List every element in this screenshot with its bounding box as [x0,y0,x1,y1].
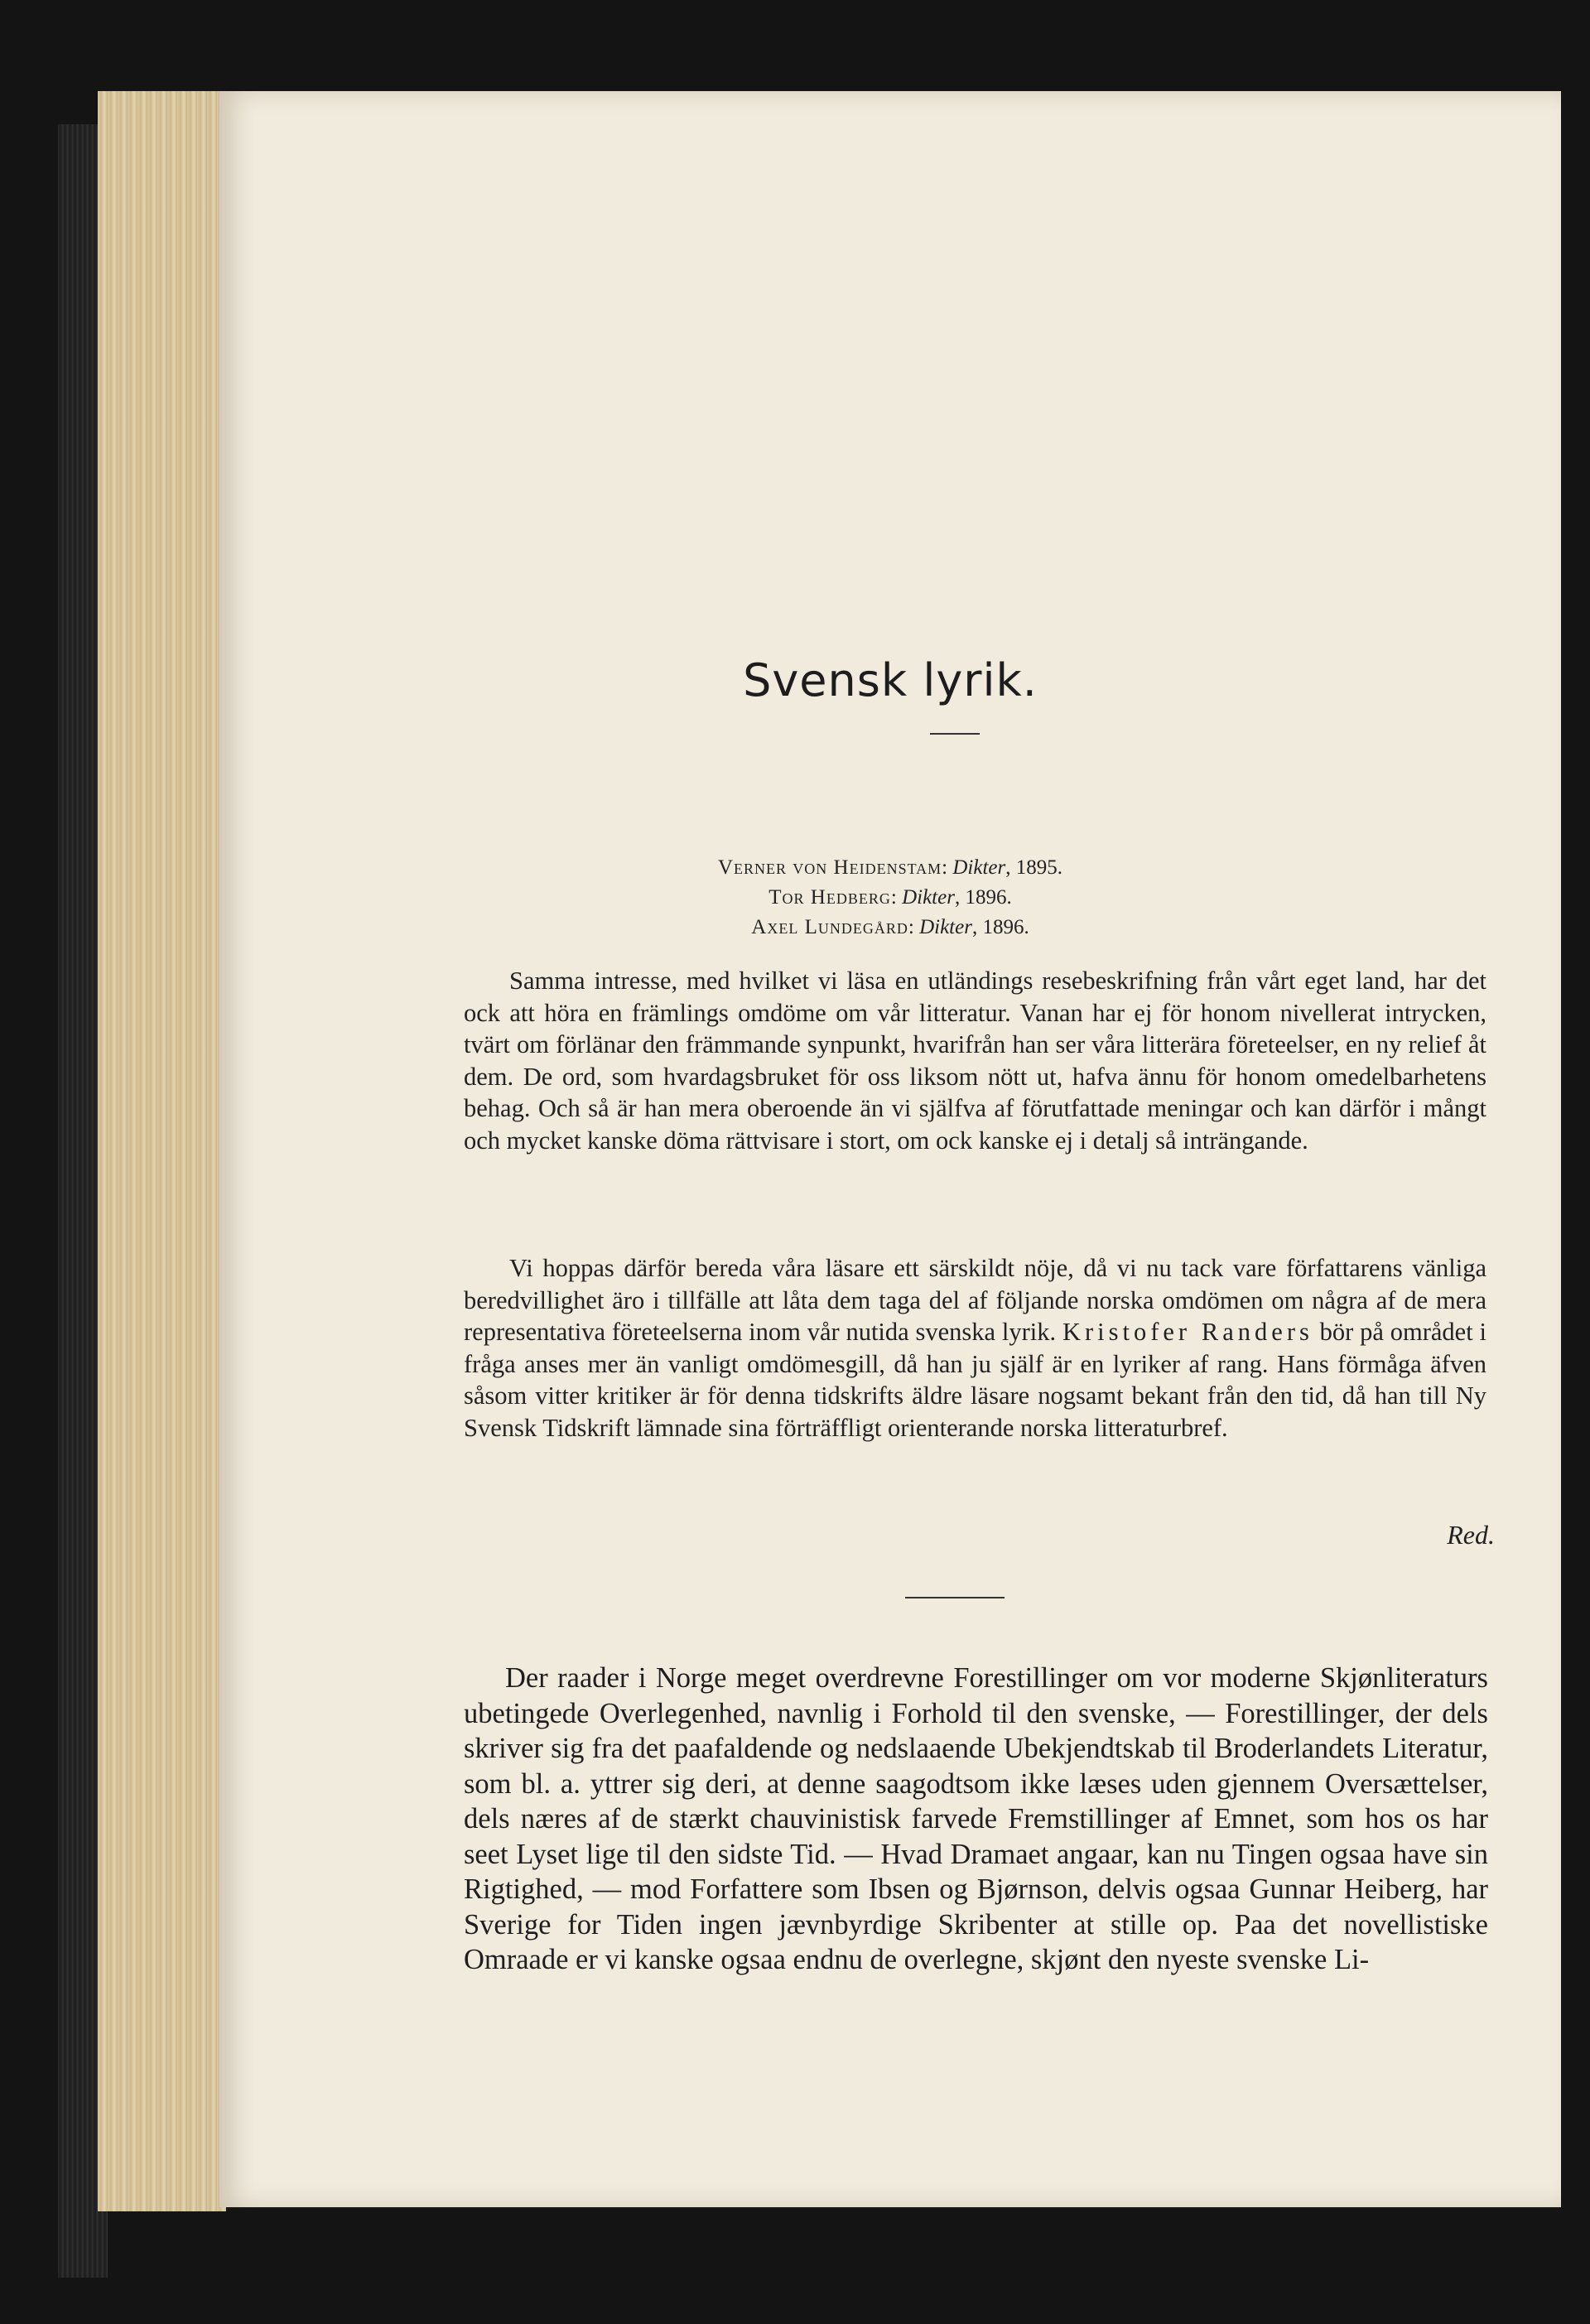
book-page [219,91,1561,2207]
reference-work: Dikter [919,916,972,938]
reference-work: Dikter [952,856,1006,879]
reference-author: Tor Hedberg [768,886,891,909]
editorial-signature: Red. [1447,1520,1495,1550]
reference-year: 1896. [965,886,1012,909]
critic-name: Kristofer Randers [1062,1318,1313,1346]
editorial-paragraph-2 [464,1252,1486,1444]
title-rule [930,733,980,735]
reference-year: 1896. [982,916,1029,938]
reference-author: Axel Lundegård [751,916,908,938]
editorial-paragraph-1: Samma intresse, med hvilket vi läsa en utländings resebeskrifning från vårt eget land, har det ock att höra en främlings omdöme om vår litteratur. Vanan har ej för honom nivellerat intrycken, tvärt om förlänar den främmande synpunkt, hvarifrån han ser våra litterära företeelser, en ny relief åt dem. De ord, som hvardagsbruket för oss liksom nött ut, hafva ännu för honom omedelbarhetens behag. Och så är han mera oberoende än vi själfva af förutfattade meningar och kan därför i mångt och mycket kanske döma rättvisare i stort, om ock kanske ej i detalj så inträngande. [464,967,1486,1155]
reference-work: Dikter [902,886,955,909]
page-edges [98,91,226,2211]
editorial-text: bör på området i fråga anses mer än vanligt omdömesgill, då han ju själf är en lyriker af rang. Hans förmåga äfven såsom vitter kritiker är för denna tidskrifts äldre läsare nogsamt bekant från den tid, då han till Ny Svensk Tidskrift lämnade sina förträffligt orienterande norska litteraturbref. [464,1318,1486,1442]
article-title: Svensk lyrik. [743,654,1038,706]
editorial-text: Vi hoppas därför bereda våra läsare ett särskildt nöje, då vi nu tack vare författarens vänliga beredvillighet äro i tillfälle att låta dem taga del af följande norska omdömen om några af de mera representativa företeelserna inom vår nutida svenska lyrik. [464,1254,1486,1346]
reference-item: Axel Lundegård: Dikter, 1896. [751,916,1029,938]
reference-year: 1895. [1015,856,1062,879]
reference-item: Verner von Heidenstam: Dikter, 1895. [718,856,1062,879]
reference-list [219,853,1561,943]
reference-item: Tor Hedberg: Dikter, 1896. [768,886,1012,909]
reference-author: Verner von Heidenstam [718,856,942,879]
norwegian-paragraph: Der raader i Norge meget overdrevne Forestillinger om vor moderne Skjønliteraturs ubetingede Overlegenhed, navnlig i Forhold til den svenske, — Forestillinger, der dels skriver sig fra det paafaldende og nedslaaende Ubekjendtskab til Broderlandets Literatur, som bl. a. yttrer sig deri, at denne saagodtsom ikke læses uden gjennem Oversættelser, dels næres af de stærkt chauvinistisk farvede Fremstillinger af Emnet, som hos os har seet Lyset lige til den sidste Tid. — Hvad Dramaet angaar, kan nu Tingen ogsaa have sin Rigtighed, — mod Forfattere som Ibsen og Bjørnson, delvis ogsaa Gunnar Heiberg, har Sverige for Tiden ingen jævnbyrdige Skribenter at stille op. Paa det novellistiske Omraade er vi kanske ogsaa endnu de overlegne, skjønt den nyeste svenske Li- [464,1662,1488,1975]
section-rule [905,1597,1005,1598]
